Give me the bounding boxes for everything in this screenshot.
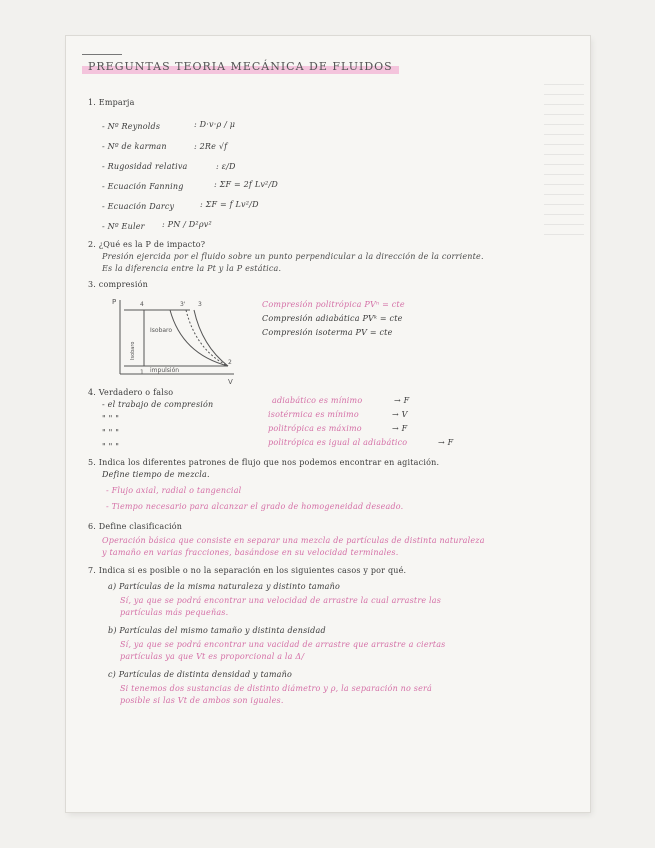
q7-item-line: partículas ya que Vt es proporcional a la Δ/ (120, 652, 305, 661)
q2-line: Es la diferencia entre la Pt y la P estática. (102, 264, 282, 273)
q4-row-c: → F (394, 396, 410, 405)
q1-item-label: - Ecuación Fanning (102, 182, 184, 191)
q7-item-line: Sí, ya que se podrá encontrar una vacidad de arrastre que arrastre a ciertas (120, 640, 446, 649)
q7-heading: 7. Indica si es posible o no la separación en los siguientes casos y por qué. (88, 566, 407, 575)
q1-item-eq: : PN / D²ρv² (162, 220, 212, 229)
q1-item-label: - Nº de karman (102, 142, 167, 151)
q7-item-line: partículas más pequeñas. (120, 608, 229, 617)
q4-heading: 4. Verdadero o falso (88, 388, 174, 397)
point-4: 4 (140, 301, 144, 308)
q6-line: Operación básica que consiste en separar una mezcla de partículas de distinta naturaleza (102, 536, 485, 545)
top-rule (82, 54, 122, 55)
p-label: P (112, 298, 117, 306)
notebook-page (66, 36, 590, 812)
q7-item-line: Sí, ya que se podrá encontrar una velocidad de arrastre la cual arrastre las (120, 596, 442, 605)
q1-item-eq: : ΣF = 2f Lv²/D (214, 180, 278, 189)
q7-item-label: b) Partículas del mismo tamaño y distinta densidad (108, 626, 326, 635)
q3-line: Compresión adiabática PVᵏ = cte (262, 314, 403, 323)
isobaro-label: Isobaro (150, 327, 173, 334)
q4-row-a: " " " (102, 428, 120, 437)
q3-heading: 3. compresión (88, 280, 148, 289)
q4-row-a: " " " (102, 414, 120, 423)
impulsion-label: impulsión (150, 367, 180, 374)
q1-item-label: - Rugosidad relativa (102, 162, 188, 171)
q3-line: Compresión politrópica PVⁿ = cte (262, 300, 405, 309)
isobaro-label-vertical: Isobaro (130, 341, 136, 360)
q4-row-b: isotérmica es mínimo (268, 410, 359, 419)
q4-row-c: → F (392, 424, 408, 433)
point-1: 1 (140, 369, 144, 376)
compression-diagram (110, 294, 238, 386)
q1-heading: 1. Emparja (88, 98, 135, 107)
q1-item-eq: : D·v·ρ / μ (194, 120, 236, 129)
q4-row-a: " " " (102, 442, 120, 451)
q7-item-line: posible si las Vt de ambos son iguales. (120, 696, 284, 705)
q4-row-b: politrópica es igual al adiabático (268, 438, 408, 447)
q5-heading: 5. Indica los diferentes patrones de flujo que nos podemos encontrar en agitación. (88, 458, 440, 467)
q3-line: Compresión isoterma PV = cte (262, 328, 393, 337)
q4-row-b: adiabático es mínimo (272, 396, 363, 405)
q1-item-label: - Nº Reynolds (102, 122, 161, 131)
q1-item-eq: : 2Re √f (194, 142, 228, 151)
q1-item-eq: : ΣF = f Lv²/D (200, 200, 259, 209)
q1-item-label: - Ecuación Darcy (102, 202, 175, 211)
q5-line: - Tiempo necesario para alcanzar el grado de homogeneidad deseado. (106, 502, 404, 511)
q6-line: y tamaño en varias fracciones, basándose en su velocidad terminales. (102, 548, 399, 557)
q7-item-label: c) Partículas de distinta densidad y tamaño (108, 670, 292, 679)
page-title: PREGUNTAS TEORIA MECÁNICA DE FLUIDOS (88, 60, 393, 73)
q2-line: Presión ejercida por el fluido sobre un punto perpendicular a la dirección de la corriente. (102, 252, 484, 261)
point-3: 3 (198, 301, 202, 308)
q1-item-label: - Nº Euler (102, 222, 145, 231)
point-2: 2 (228, 359, 232, 366)
q5-line: - Flujo axial, radial o tangencial (106, 486, 242, 495)
q4-row-b: politrópica es máximo (268, 424, 362, 433)
q4-row-c: → F (438, 438, 454, 447)
point-3prime: 3' (180, 301, 186, 308)
q7-item-label: a) Partículas de la misma naturaleza y distinto tamaño (108, 582, 341, 591)
v-label: V (228, 378, 233, 386)
q6-heading: 6. Define clasificación (88, 522, 183, 531)
q5-heading-2: Define tiempo de mezcla. (102, 470, 210, 479)
q7-item-line: Si tenemos dos sustancias de distinto diámetro y ρ, la separación no será (120, 684, 433, 693)
show-through-lines (544, 84, 584, 244)
q4-row-c: → V (392, 410, 408, 419)
adiabatic-curve (194, 310, 228, 366)
isotherm-curve (170, 310, 228, 366)
q1-item-eq: : ε/D (216, 162, 236, 171)
q2-heading: 2. ¿Qué es la P de impacto? (88, 240, 206, 249)
q4-row-a: - el trabajo de compresión (102, 400, 214, 409)
